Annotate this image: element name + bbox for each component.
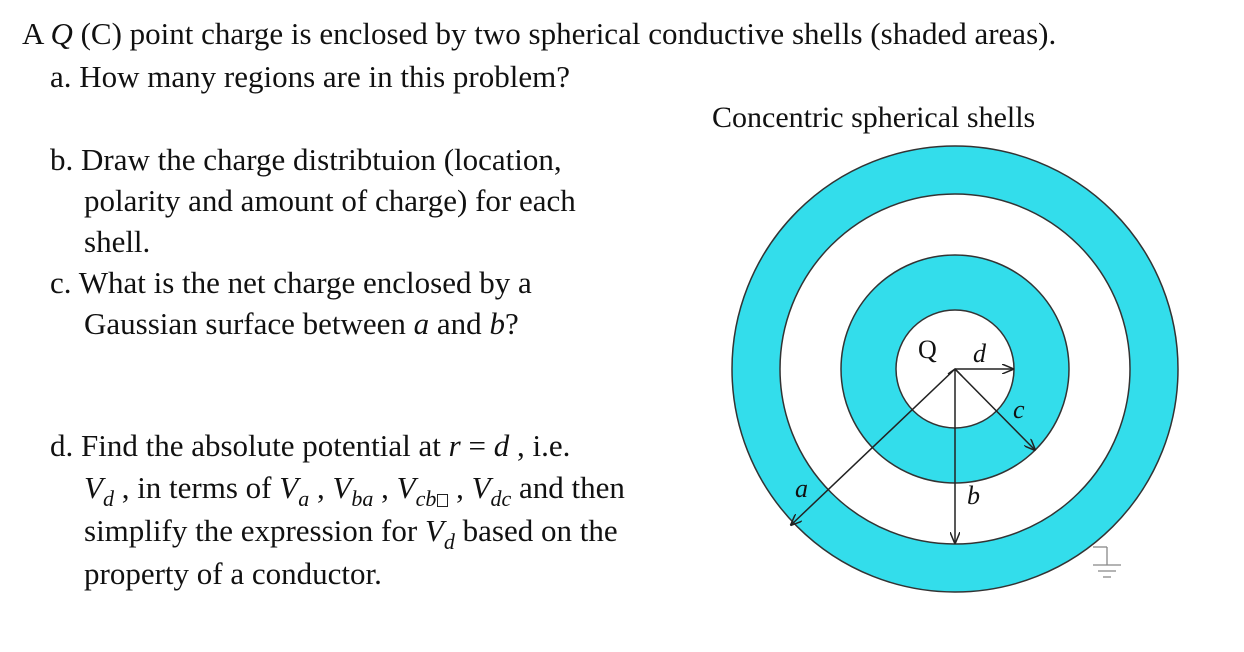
v-d-symbol: V <box>84 470 103 505</box>
v-d-subscript: d <box>102 486 114 511</box>
d3-post: based on the <box>454 513 618 548</box>
v-ba-subscript: ba <box>351 486 374 511</box>
diagram-caption: Concentric spherical shells <box>712 101 1036 134</box>
label-d: d <box>973 339 986 368</box>
d-ie: , i.e. <box>509 428 571 463</box>
label-b: b <box>967 481 980 510</box>
d3-pre: simplify the expression for <box>84 513 425 548</box>
d3-v-symbol: V <box>424 513 444 548</box>
d3-v-subscript: d <box>443 529 455 554</box>
label-a: a <box>795 474 808 503</box>
v-cb-subscript: cb <box>415 486 437 511</box>
d2-text5: and then <box>511 470 625 505</box>
d2-text2: , <box>309 470 333 505</box>
c-symbol-b: b <box>489 306 505 341</box>
ground-icon <box>1093 547 1121 577</box>
v-a-symbol: V <box>279 470 299 505</box>
v-a-subscript: a <box>298 486 310 511</box>
label-Q: Q <box>918 335 937 364</box>
question-c-line1: c. What is the net charge enclosed by a <box>50 265 532 300</box>
d2-text3: , <box>373 470 397 505</box>
d-symbol-d: d <box>493 428 510 463</box>
d2-text4: , <box>448 470 472 505</box>
question-d-line4: property of a conductor. <box>84 556 382 591</box>
d-eq: = <box>460 428 494 463</box>
intro-prefix: A <box>22 16 51 51</box>
c-symbol-a: a <box>413 306 430 341</box>
d-symbol-r: r <box>448 428 461 463</box>
intro-q-symbol: Q <box>50 16 73 51</box>
question-b-line2: polarity and amount of charge) for each <box>84 183 576 218</box>
question-a: a. How many regions are in this problem? <box>50 59 570 94</box>
intro-rest: (C) point charge is enclosed by two spherical conductive shells (shaded areas). <box>72 16 1057 51</box>
question-b-line3: shell. <box>84 224 151 259</box>
c-end: ? <box>504 306 519 341</box>
question-b-line1: b. Draw the charge distribtuion (location, <box>50 142 562 177</box>
v-dc-subscript: dc <box>490 486 512 511</box>
c-mid: and <box>429 306 490 341</box>
d-pre: d. Find the absolute potential at <box>50 428 449 463</box>
c-line2-pre: Gaussian surface between <box>84 306 414 341</box>
v-ba-symbol: V <box>332 470 352 505</box>
v-dc-symbol: V <box>471 470 491 505</box>
label-c: c <box>1013 395 1025 424</box>
v-cb-symbol: V <box>396 470 416 505</box>
d2-text1: , in terms of <box>113 470 280 505</box>
